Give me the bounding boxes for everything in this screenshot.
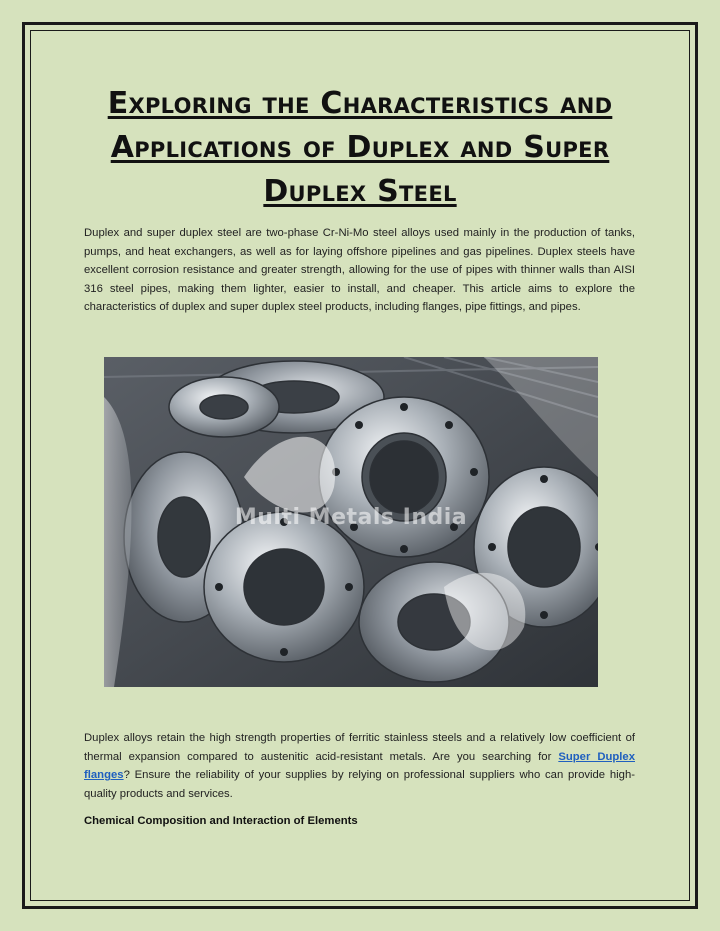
body-text-before-link: Duplex alloys retain the high strength properties of ferritic stainless steels and a relatively low coefficient of thermal expansion compared to austenitic acid-resistant metals. Are you searching for xyxy=(84,732,635,763)
body-text-after-link: ? Ensure the reliability of your supplies by relying on professional suppliers who can provide high-quality products and services. xyxy=(84,769,635,800)
intro-paragraph: Duplex and super duplex steel are two-phase Cr-Ni-Mo steel alloys used mainly in the production of tanks, pumps, and heat exchangers, as well as for laying offshore pipelines and gas pipelines. Duplex steels have excellent corrosion resistance and greater strength, allowing for the use of pipes with thinner walls than AISI 316 steel pipes, making them lighter, easier to install, and cheaper. This article aims to explore the characteristics of duplex and super duplex steel products, including flanges, pipe fittings, and pipes. xyxy=(84,227,635,314)
article-title: Exploring the Characteristics and Applications of Duplex and Super Duplex Steel xyxy=(107,86,613,209)
body-paragraph xyxy=(84,729,635,803)
section-heading: Chemical Composition and Interaction of Elements xyxy=(84,815,358,827)
photo-watermark: Multi Metals India xyxy=(234,505,468,530)
flanges-photo xyxy=(104,357,598,687)
super-duplex-flanges-link[interactable]: Super Duplex flanges xyxy=(84,750,635,782)
